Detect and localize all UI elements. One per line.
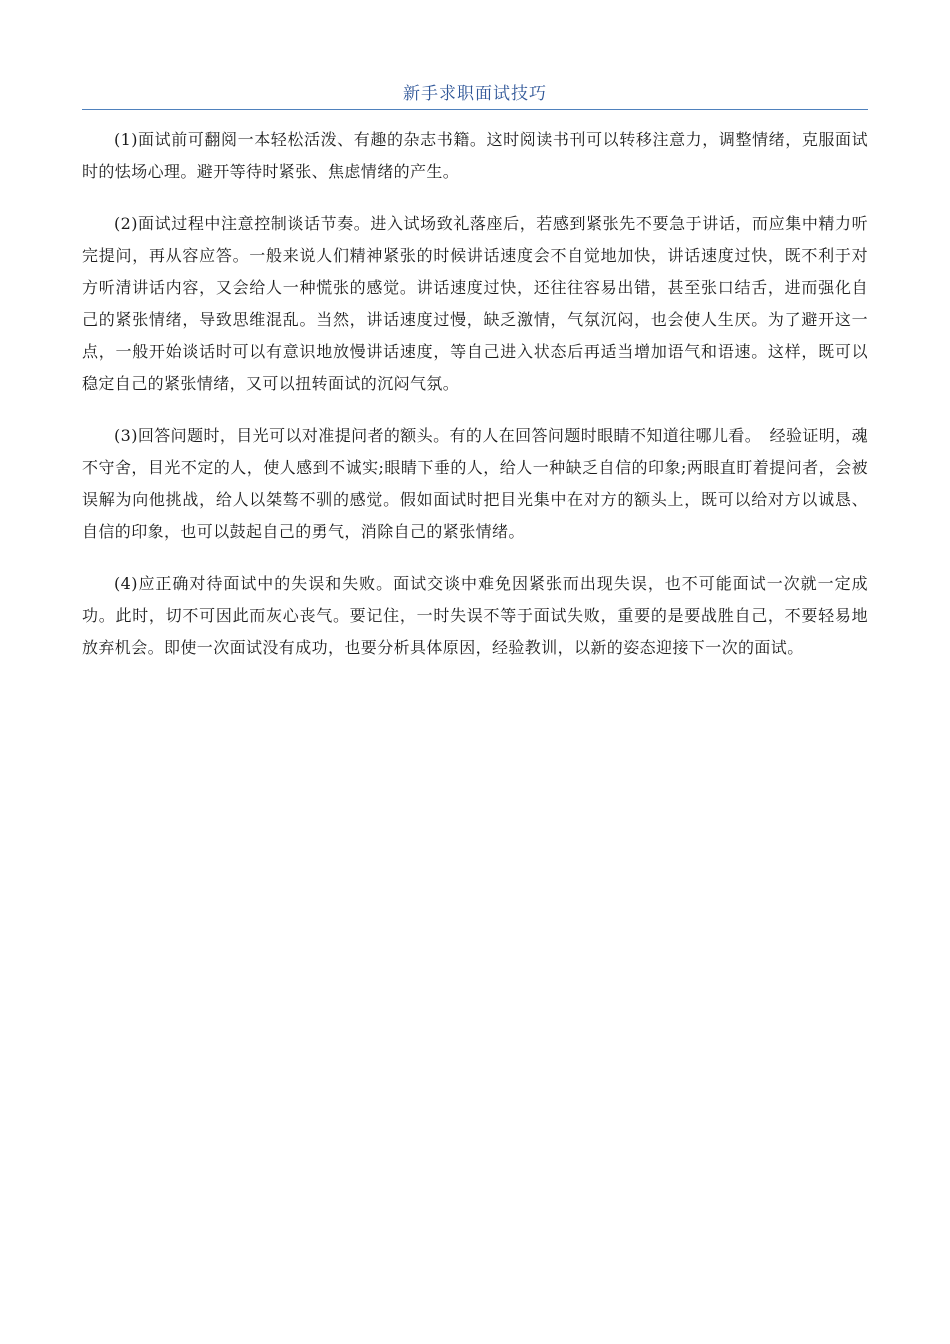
paragraph-3: (3)回答问题时，目光可以对准提问者的额头。有的人在回答问题时眼睛不知道往哪儿看。 经验证明，魂不守舍，目光不定的人，使人感到不诚实;眼睛下垂的人，给人一种缺乏自信的印象;两眼直盯着提问者，会被误解为向他挑战，给人以桀骜不驯的感觉。假如面试时把目光集中在对方的额头上，既可以给对方以诚恳、自信的印象，也可以鼓起自己的勇气，消除自己的紧张情绪。 — [82, 426, 868, 541]
paragraph-2: (2)面试过程中注意控制谈话节奏。进入试场致礼落座后，若感到紧张先不要急于讲话，而应集中精力听完提问，再从容应答。一般来说人们精神紧张的时候讲话速度会不自觉地加快，讲话速度过快，既不利于对方听清讲话内容，又会给人一种慌张的感觉。讲话速度过快，还往往容易出错，甚至张口结舌，进而强化自己的紧张情绪，导致思维混乱。当然，讲话速度过慢，缺乏激情，气氛沉闷，也会使人生厌。为了避开这一点，一般开始谈话时可以有意识地放慢讲话速度，等自己进入状态后再适当增加语气和语速。这样，既可以稳定自己的紧张情绪，又可以扭转面试的沉闷气氛。 — [82, 214, 868, 393]
page-header — [82, 80, 868, 110]
paragraph-1: (1)面试前可翻阅一本轻松活泼、有趣的杂志书籍。这时阅读书刊可以转移注意力，调整情绪，克服面试时的怯场心理。避开等待时紧张、焦虑情绪的产生。 — [82, 130, 868, 181]
page-title: 新手求职面试技巧 — [403, 84, 547, 104]
paragraph-4: (4)应正确对待面试中的失误和失败。面试交谈中难免因紧张而出现失误，也不可能面试一次就一定成功。此时，切不可因此而灰心丧气。要记住，一时失误不等于面试失败，重要的是要战胜自己，不要轻易地放弃机会。即使一次面试没有成功，也要分析具体原因，经验教训，以新的姿态迎接下一次的面试。 — [82, 574, 868, 657]
document-body — [82, 124, 868, 684]
